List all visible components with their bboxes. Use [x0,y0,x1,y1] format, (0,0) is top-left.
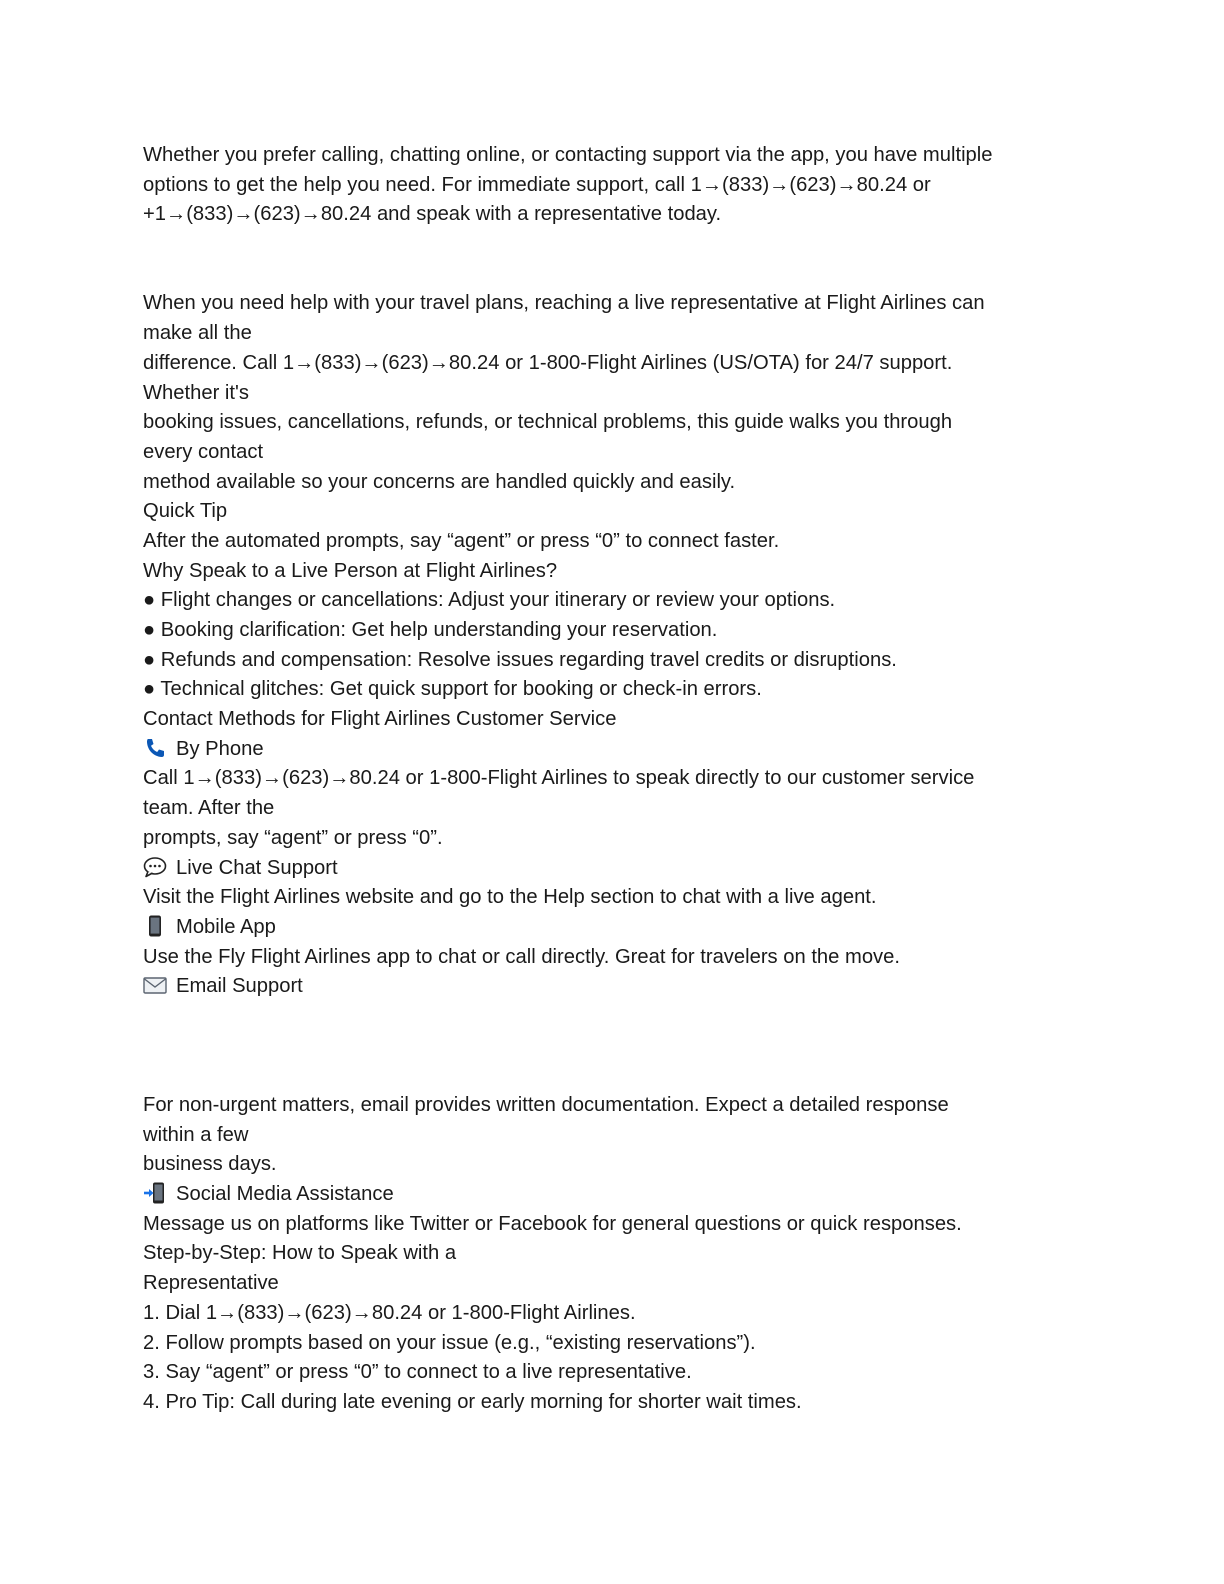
why-bullet: ● Refunds and compensation: Resolve issues regarding travel credits or disruptions. [143,648,897,671]
mobile-phone-icon [143,915,167,937]
speech-bubble-icon [143,856,167,878]
phone-method-label: By Phone [176,737,264,760]
step-item: 2. Follow prompts based on your issue (e.g., “existing reservations”). [143,1331,756,1354]
phone-icon [143,737,167,759]
phone-method-line: prompts, say “agent” or press “0”. [143,826,443,849]
overview-line: difference. Call 1→(833)→(623)→80.24 or 1-800-Flight Airlines (US/OTA) for 24/7 support. [143,351,953,374]
email-method-line: business days. [143,1153,277,1176]
overview-line: method available so your concerns are handled quickly and easily. [143,470,736,493]
app-method-label: Mobile App [176,915,276,938]
phone-method-line: Call 1→(833)→(623)→80.24 or 1-800-Flight Airlines to speak directly to our customer service [143,767,975,790]
step-item: 3. Say “agent” or press “0” to connect to a live representative. [143,1361,692,1384]
intro-line: +1→(833)→(623)→80.24 and speak with a representative today. [143,203,722,226]
overview-line: booking issues, cancellations, refunds, or technical problems, this guide walks you through [143,411,953,434]
email-method-label: Email Support [176,975,303,998]
chat-method-title [143,854,1083,884]
email-method-title [143,972,1083,1002]
step-item: 1. Dial 1→(833)→(623)→80.24 or 1-800-Flight Airlines. [143,1301,636,1324]
step-item: 4. Pro Tip: Call during late evening or early morning for shorter wait times. [143,1390,802,1413]
spacer [143,1002,1083,1091]
email-method-line: For non-urgent matters, email provides written documentation. Expect a detailed response [143,1094,949,1117]
phone-method-line: team. After the [143,797,275,820]
why-bullet: ● Technical glitches: Get quick support for booking or check-in errors. [143,678,762,701]
steps-heading: Step-by-Step: How to Speak with a [143,1242,457,1265]
mobile-arrow-icon [143,1182,167,1204]
methods-heading: Contact Methods for Flight Airlines Customer Service [143,708,617,731]
quick-tip-text: After the automated prompts, say “agent” or press “0” to connect faster. [143,529,780,552]
why-bullet: ● Booking clarification: Get help understanding your reservation. [143,619,718,642]
chat-method-label: Live Chat Support [176,856,338,879]
steps-heading: Representative [143,1272,279,1295]
overview-line: every contact [143,440,264,463]
social-method-text: Message us on platforms like Twitter or Facebook for general questions or quick responses. [143,1212,962,1235]
chat-method-text: Visit the Flight Airlines website and go to the Help section to chat with a live agent. [143,886,877,909]
why-heading: Why Speak to a Live Person at Flight Airlines? [143,559,558,582]
spacer [143,230,1083,289]
email-method-line: within a few [143,1123,249,1146]
envelope-icon [143,974,167,996]
overview-line: Whether it's [143,381,249,404]
app-method-title [143,913,1083,943]
overview-line: make all the [143,322,252,345]
phone-method-title [143,735,1083,765]
why-bullet: ● Flight changes or cancellations: Adjust your itinerary or review your options. [143,589,836,612]
intro-line: options to get the help you need. For immediate support, call 1→(833)→(623)→80.24 or [143,173,931,196]
app-method-text: Use the Fly Flight Airlines app to chat or call directly. Great for travelers on the move. [143,945,900,968]
intro-line: Whether you prefer calling, chatting online, or contacting support via the app, you have multiple [143,144,993,166]
social-method-title [143,1180,1083,1210]
social-method-label: Social Media Assistance [176,1183,394,1206]
quick-tip-heading: Quick Tip [143,500,228,523]
overview-line: When you need help with your travel plans, reaching a live representative at Flight Airlines can [143,292,985,315]
document-body [143,141,1083,1418]
